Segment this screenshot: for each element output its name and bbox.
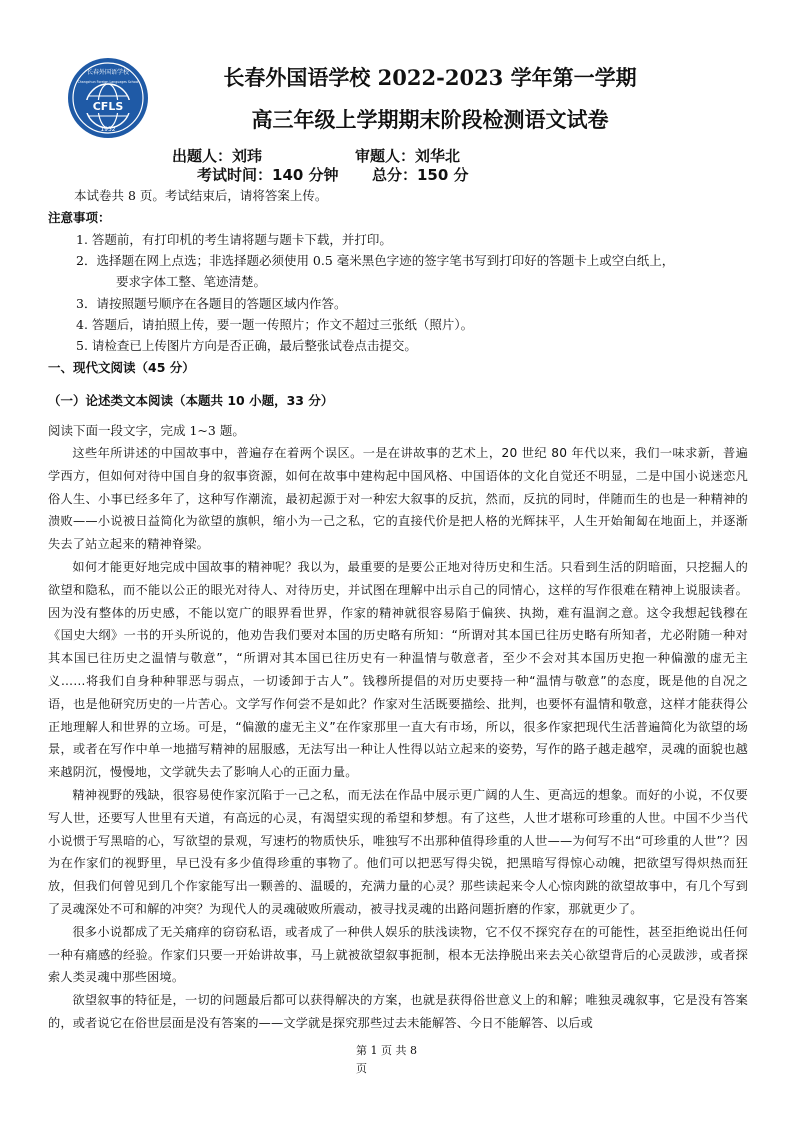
logo-top-text: 长春外国语学校	[86, 69, 130, 76]
exam-title: 高三年级上学期期末阶段检测语文试卷	[251, 107, 609, 132]
notice-item: 4. 答题后，请拍照上传，要一题一传照片；作文不超过三张纸（照片）。	[76, 317, 474, 332]
logo-en-text: Changchun Foreign Languages School	[77, 80, 139, 84]
reviewer: 审题人：刘华北	[355, 147, 461, 165]
exam-time: 考试时间：140 分钟	[197, 166, 339, 184]
logo-text: CFLS	[92, 100, 124, 113]
notice-item: 1. 答题前，有打印机的考生请将题与题卡下载，并打印。	[76, 232, 392, 247]
notice-item: 2．选择题在网上点选；非选择题必须使用 0.5 毫米黑色字迹的签字笔书写到打印好的答题卡上或空白纸上，	[76, 253, 675, 268]
page-number-cont: 页	[356, 1062, 367, 1075]
page-number: 第 1 页 共 8	[356, 1044, 417, 1057]
notice-item: 要求字体工整、笔迹清楚。	[116, 274, 267, 289]
intro-text: 本试卷共 8 页。考试结束后，请将答案上传。	[74, 188, 328, 203]
school-title: 长春外国语学校 2022-2023 学年第一学期	[223, 65, 637, 90]
passage-paragraph: 如何才能更好地完成中国故事的精神呢？我以为，最重要的是要公正地对待历史和生活。只看到生活的阴暗面，只挖掘人的欲望和隐私，而不能以公正的眼光对待人、对待历史，并试图在理解中出示自己的同情心，这样的写作很难在精神上说服读者。因为没有整体的历史感，不能以宽广的眼界看世界，作家的精神就很容易陷于偏狭、执拗，难有温润之意。这令我想起钱穆在《国史大纲》一书的开头所说的，他劝告我们要对本国的历史略有所知：“所谓对其本国已往历史略有所知者，尤必附随一种对其本国已往历史之温情与敬意”，“所谓对其本国已往历史有一种温情与敬意者，至少不会对其本国历史抱一种偏激的虚无主义……将我们自身种种罪恶与弱点，一切诿卸于古人”。钱穆所提倡的对历史要持一种“温情与敬意”的态度，既是他的自况之语，也是他研究历史的一片苦心。文学写作何尝不是如此？作家对生活既要描绘、批判，也要怀有温情和敬意，这样才能获得公正地理解人和世界的立场。可是，“偏激的虚无主义”在作家那里一直大有市场，所以，很多作家把现代生活普遍简化为欲望的场景，或者在写作中单一地描写精神的屈服感，无法写出一种让人性得以站立起来的姿势，写作的路子越走越窄，灵魂的面貌也越来越阴沉，慢慢地，文学就失去了影响人心的正面力量。	[48, 559, 748, 780]
notice-item: 3．请按照题号顺序在各题目的答题区域内作答。	[76, 296, 347, 311]
notice-heading: 注意事项：	[48, 210, 111, 225]
notice-item: 5. 请检查已上传图片方向是否正确，最后整张试卷点击提交。	[76, 338, 417, 353]
subsection-heading: （一）论述类文本阅读（本题共 10 小题，33 分）	[48, 393, 334, 408]
logo-year: 1952	[100, 126, 116, 133]
total-score: 总分：150 分	[372, 166, 469, 184]
passage-paragraph: 欲望叙事的特征是，一切的问题最后都可以获得解决的方案，也就是获得俗世意义上的和解；唯独灵魂叙事，它是没有答案的，或者说它在俗世层面是没有答案的——文学就是探究那些过去未能解答、今日不能解答、以后或	[48, 993, 748, 1030]
reading-instruction: 阅读下面一段文字，完成 1~3 题。	[48, 423, 245, 438]
passage-paragraph: 精神视野的残缺，很容易使作家沉陷于一己之私，而无法在作品中展示更广阔的人生、更高远的想象。而好的小说，不仅要写人世，还要写人世里有天道，有高远的心灵，有渴望实现的希望和梦想。有了这些，人世才堪称可珍重的人世。中国不少当代小说惯于写黑暗的心，写欲望的景观，写速朽的物质快乐，唯独写不出那种值得珍重的人世——为何写不出“可珍重的人世”？因为在作家们的视野里，早已没有多少值得珍重的事物了。他们可以把恶写得尖锐，把黑暗写得惊心动魄，把欲望写得炽热而狂放，但我们何曾见到几个作家能写出一颗善的、温暖的，充满力量的心灵？那些读起来令人心惊肉跳的欲望故事中，有几个写到了灵魂深处不可和解的冲突？为现代人的灵魂破败所震动，被寻找灵魂的出路问题折磨的作家，那就更少了。	[48, 787, 748, 916]
passage-paragraph: 这些年所讲述的中国故事中，普遍存在着两个误区。一是在讲故事的艺术上，20 世纪 80 年代以来，我们一味求新，普遍学西方，但如何对待中国自身的叙事资源，如何在故事中建构起中国风格、中国语体的文化自觉还不明显，二是中国小说迷恋凡俗人生、小事已经多年了，这种写作潮流，最初起源于对一种宏大叙事的反抗，然而，反抗的同时，伴随而生的也是一种精神的溃败——小说被日益简化为欲望的旗帜，缩小为一己之私，它的直接代价是把人格的光辉抹平，人生开始匍匐在地面上，并逐渐失去了站立起来的精神脊梁。	[48, 446, 748, 552]
setter: 出题人：刘玮	[172, 147, 263, 165]
section-heading: 一、现代文阅读（45 分）	[48, 360, 195, 375]
school-emblem-icon	[66, 56, 150, 140]
reading-passage	[48, 442, 748, 1030]
passage-paragraph: 很多小说都成了无关痛痒的窃窃私语，或者成了一种供人娱乐的肤浅读物，它不仅不探究存在的可能性，甚至拒绝说出任何一种有痛感的经验。作家们只要一开始讲故事，马上就被欲望叙事扼制，根本无法挣脱出来去关心欲望背后的心灵跋涉，或者探索人类灵魂中那些困境。	[48, 924, 748, 985]
